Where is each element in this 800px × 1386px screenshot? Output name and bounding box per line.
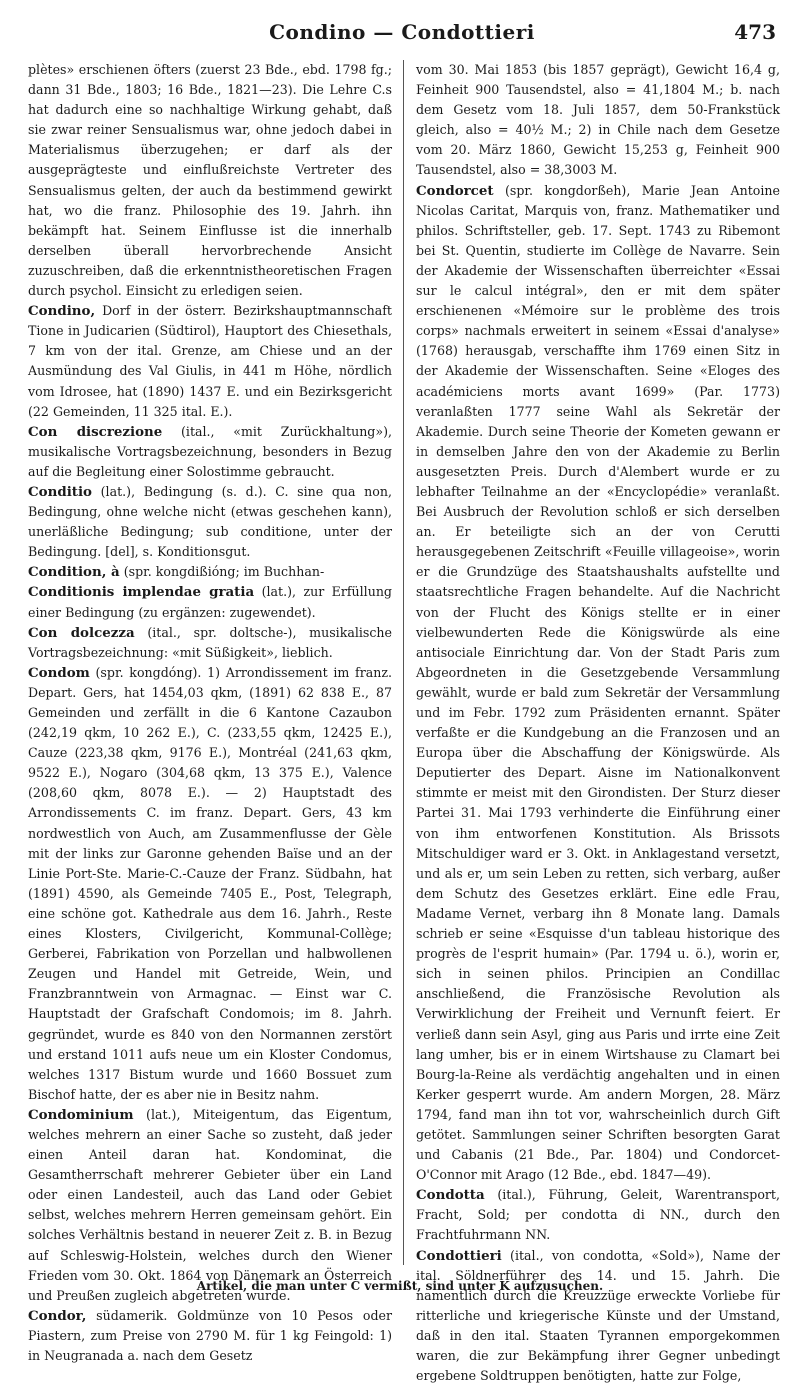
page-number: 473 <box>734 20 776 44</box>
entry-headword: Condotta <box>416 1187 485 1204</box>
entry-text: (spr. kongdóng). 1) Arrondissement im franz. Depart. Gers, hat 1454,03 qkm, (1891) 62 838 E., 87 Gemeinden und zerfällt in die 6 Kantone Cazaubon (242,19 qkm, 10 262 E.), C. (233,55 qkm, 12425 E.), Cauze (223,38 qkm, 9176 E.), Montréal (241,63 qkm, 9522 E.), Nogaro (304,68 qkm, 13 375 E.), Valence (208,60 qkm, 8078 E.). — 2) Hauptstadt des Arrondissements C. im franz. Depart. Gers, 43 km nordwestlich von Auch, am Zusammenflusse der Gèle mit der links zur Garonne gehenden Baïse und an der Linie Port-Ste. Marie-C.-Cauze der Franz. Südbahn, hat (1891) 4590, als Gemeinde 7405 E., Post, Telegraph, eine schöne got. Kathedrale aus dem 16. Jahrh., Reste eines Klosters, Civilgericht, Kommunal-Collège; Gerberei, Fabrikation von Porzellan und halbwollenen Zeugen und Handel mit Getreide, Wein, und Franzbranntwein von Armagnac. — Einst war C. Hauptstadt der Grafschaft Condomois; im 8. Jahrh. gegründet, wurde es 840 von den Normannen zerstört und erstand 1011 aufs neue um ein Kloster Condomus, welches 1317 Bistum wurde und 1660 Bossuet zum Bischof hatte, der es aber nie in Besitz nahm. <box>28 664 392 1102</box>
dictionary-entry <box>28 623 392 663</box>
entry-text: südamerik. Goldmünze von 10 Pesos oder Piastern, zum Preise von 2790 M. für 1 kg Feingold: 1) in Neugranada a. nach dem Gesetz <box>28 1307 392 1363</box>
entry-text: (ital., von condotta, «Sold»), Name der ital. Söldnerführer des 14. und 15. Jahrh. Die namentlich durch die Kreuzzüge erweckte Vorliebe für ritterliche und kriegerische Künste und der Umstand, daß in den ital. Staaten Tyrannen emporgekommen waren, die zur Bekämpfung ihrer Gegner unbedingt ergebene Soldtruppen benötigten, hatte zur Folge, <box>416 1247 780 1384</box>
dictionary-entry <box>416 1246 780 1386</box>
entry-text: (lat.), Bedingung (s. d.). C. sine qua non, Bedingung, ohne welche nicht (etwas geschehen kann), unerläßliche Bedingung; sub conditione, unter der Bedingung. [del], s. Konditionsgut. <box>28 483 392 560</box>
entry-headword: Condino, <box>28 303 96 320</box>
dictionary-entry <box>28 582 392 622</box>
entry-headword: Conditio <box>28 483 92 500</box>
dictionary-entry <box>28 562 392 582</box>
entry-headword: Condominium <box>28 1106 134 1123</box>
running-title: Condino — Condottieri <box>269 20 535 44</box>
entry-text: (ital., «mit Zurückhaltung»), musikalische Vortragsbezeichnung, besonders in Bezug auf die Begleitung einer Solostimme gebraucht. <box>28 423 392 479</box>
dictionary-entry <box>416 60 780 181</box>
entry-headword: Condor, <box>28 1307 87 1324</box>
entry-headword: Con discrezione <box>28 423 163 440</box>
dictionary-entry <box>28 1105 392 1306</box>
column-divider <box>403 60 404 1265</box>
dictionary-entry <box>28 422 392 482</box>
entry-headword: Condom <box>28 664 90 681</box>
entry-headword: Condition, à <box>28 564 120 581</box>
entry-text: plètes» erschienen öfters (zuerst 23 Bde., ebd. 1798 fg.; dann 31 Bde., 1803; 16 Bde., 1821—23). Die Lehre C.s hat dadurch eine so nachhaltige Wirkung gehabt, daß sie zwar reiner Sensualismus war, ohne jedoch dabei in Materialismus überzugehen; er darf als der ausgeprägteste und einflußreichste Vertreter des Sensualismus gelten, der auch da bestimmend gewirkt hat, wo die franz. Philosophie des 19. Jahrh. ihn bekämpft hat. Seinem Einflusse ist die innerhalb derselben überall hervorbrechende Ansicht zuzuschreiben, daß die erkenntnistheoretischen Fragen durch psychol. Einsicht zu erledigen seien. <box>28 62 392 299</box>
left-column <box>28 60 392 1363</box>
entry-text: (ital., spr. doltsche-), musikalische Vortragsbezeichnung: «mit Süßigkeit», lieblich. <box>28 624 392 660</box>
entry-headword: Conditionis implendae gratia <box>28 584 255 601</box>
dictionary-entry <box>416 181 780 1186</box>
dictionary-entry <box>416 1185 780 1245</box>
page-header <box>28 18 776 48</box>
entry-text: (lat.), zur Erfüllung einer Bedingung (zu ergänzen: zugewendet). <box>28 584 392 620</box>
entry-text: (spr. kongdißióng; im Buchhan- <box>119 564 325 580</box>
dictionary-entry <box>28 663 392 1105</box>
entry-headword: Condottieri <box>416 1247 502 1264</box>
dictionary-entry <box>28 301 392 422</box>
entry-headword: Con dolcezza <box>28 624 135 641</box>
entry-text: (ital.), Führung, Geleit, Warentransport, Fracht, Sold; per condotta di NN., durch den Frachtfuhrmann NN. <box>416 1187 780 1243</box>
entry-text: Dorf in der österr. Bezirkshauptmannschaft Tione in Judicarien (Südtirol), Hauptort des Chiesethals, 7 km von der ital. Grenze, am Chiese und an der Ausmündung des Val Giulis, in 441 m Höhe, nördlich vom Idrosee, hat (1890) 1437 E. und ein Bezirksgericht (22 Gemeinden, 11 325 ital. E.). <box>28 303 392 419</box>
dictionary-entry <box>28 60 392 301</box>
dictionary-entry <box>28 1306 392 1366</box>
dictionary-entry <box>28 482 392 562</box>
footer-note: Artikel, die man unter C vermißt, sind unter K aufzusuchen. <box>196 1279 604 1293</box>
entry-text: (lat.), Miteigentum, das Eigentum, welches mehrern an einer Sache so zusteht, daß jeder einen Anteil daran hat. Kondominat, die Gesamtherrschaft mehrerer Gebieter über ein Land oder einen Landesteil, auch das Land oder Gebiet selbst, welches mehrern Herren gemeinsam gehört. Ein solches Verhältnis bestand in neuerer Zeit z. B. in Bezug auf Schleswig-Holstein, welches durch den Wiener Frieden vom 30. Okt. 1864 von Dänemark an Österreich und Preußen zugleich abgetreten wurde. <box>28 1106 392 1303</box>
entry-headword: Condorcet <box>416 182 494 199</box>
right-column <box>416 60 780 1384</box>
entry-text: (spr. kongdorßeh), Marie Jean Antoine Nicolas Caritat, Marquis von, franz. Mathematiker und philos. Schriftsteller, geb. 17. Sept. 1743 zu Ribemont bei St. Quentin, studierte im Collège de Navarre. Sein der Akademie der Wissenschaften überreichter «Essai sur le calcul intégral», den er mit dem später erschienenen «Mémoire sur le problème des trois corps» nachmals erweitert in seinem «Essai d'analyse» (1768) herausgab, verschaffte ihm 1769 einen Sitz in der Akademie der Wissenschaften. Seine «Eloges des académiciens morts avant 1699» (Par. 1773) veranlaßten 1777 seine Wahl als Sekretär der Akademie. Durch seine Theorie der Kometen gewann er in demselben Jahre den von der Akademie zu Berlin ausgesetzten Preis. Durch d'Alembert wurde er zu lebhafter Teilnahme an der «Encyclopédie» veranlaßt. Bei Ausbruch der Revolution schloß er sich derselben an. Er beteiligte sich an der von Cerutti herausgegebenen Zeitschrift «Feuille villageoise», worin er die Grundzüge des Staatshaushalts aufstellte und staatsrechtliche Fragen behandelte. Auf die Nachricht von der Flucht des Königs stellte er in einer vielbewunderten Rede die Königswürde als eine antisociale Einrichtung dar. Von der Stadt Paris zum Abgeordneten in die Gesetzgebende Versammlung gewählt, wurde er bald zum Sekretär der Versammlung und im Febr. 1792 zum Präsidenten ernannt. Später verfaßte er die Kundgebung an die Franzosen und an Europa über die Abschaffung der Königswürde. Als Deputierter des Depart. Aisne im Nationalkonvent stimmte er meist mit den Girondisten. Der Sturz dieser Partei 31. Mai 1793 verhinderte die Einführung einer von ihm entworfenen Konstitution. Als Brissots Mitschuldiger ward er 3. Okt. in Anklagestand versetzt, und als er, um sein Leben zu retten, sich verbarg, außer dem Schutz des Gesetzes erklärt. Eine edle Frau, Madame Vernet, verbarg ihn 8 Monate lang. Damals schrieb er seine «Esquisse d'un tableau historique des progrès de l'esprit humain» (Par. 1794 u. ö.), worin er, sich in seinen philos. Principien an Condillac anschließend, die Französische Revolution als Verwirklichung der Freiheit und Vernunft feiert. Er verließ dann sein Asyl, ging aus Paris und irrte eine Zeit lang umher, bis er in einem Wirtshause zu Clamart bei Bourg-la-Reine als verdächtig angehalten und in einen Kerker gesperrt wurde. Am andern Morgen, 28. März 1794, fand man ihn tot vor, wahrscheinlich durch Gift getötet. Sammlungen seiner Schriften besorgten Garat und Cabanis (21 Bde., Par. 1804) und Condorcet-O'Connor mit Arago (12 Bde., ebd. 1847—49). <box>416 182 780 1183</box>
entry-text: vom 30. Mai 1853 (bis 1857 geprägt), Gewicht 16,4 g, Feinheit 900 Tausendstel, also = 41,1804 M.; b. nach dem Gesetz vom 18. Juli 1857, dem 50-Frankstück gleich, also = 40½ M.; 2) in Chile nach dem Gesetze vom 20. März 1860, Gewicht 15,253 g, Feinheit 900 Tausendstel, also = 38,3003 M. <box>416 62 780 178</box>
